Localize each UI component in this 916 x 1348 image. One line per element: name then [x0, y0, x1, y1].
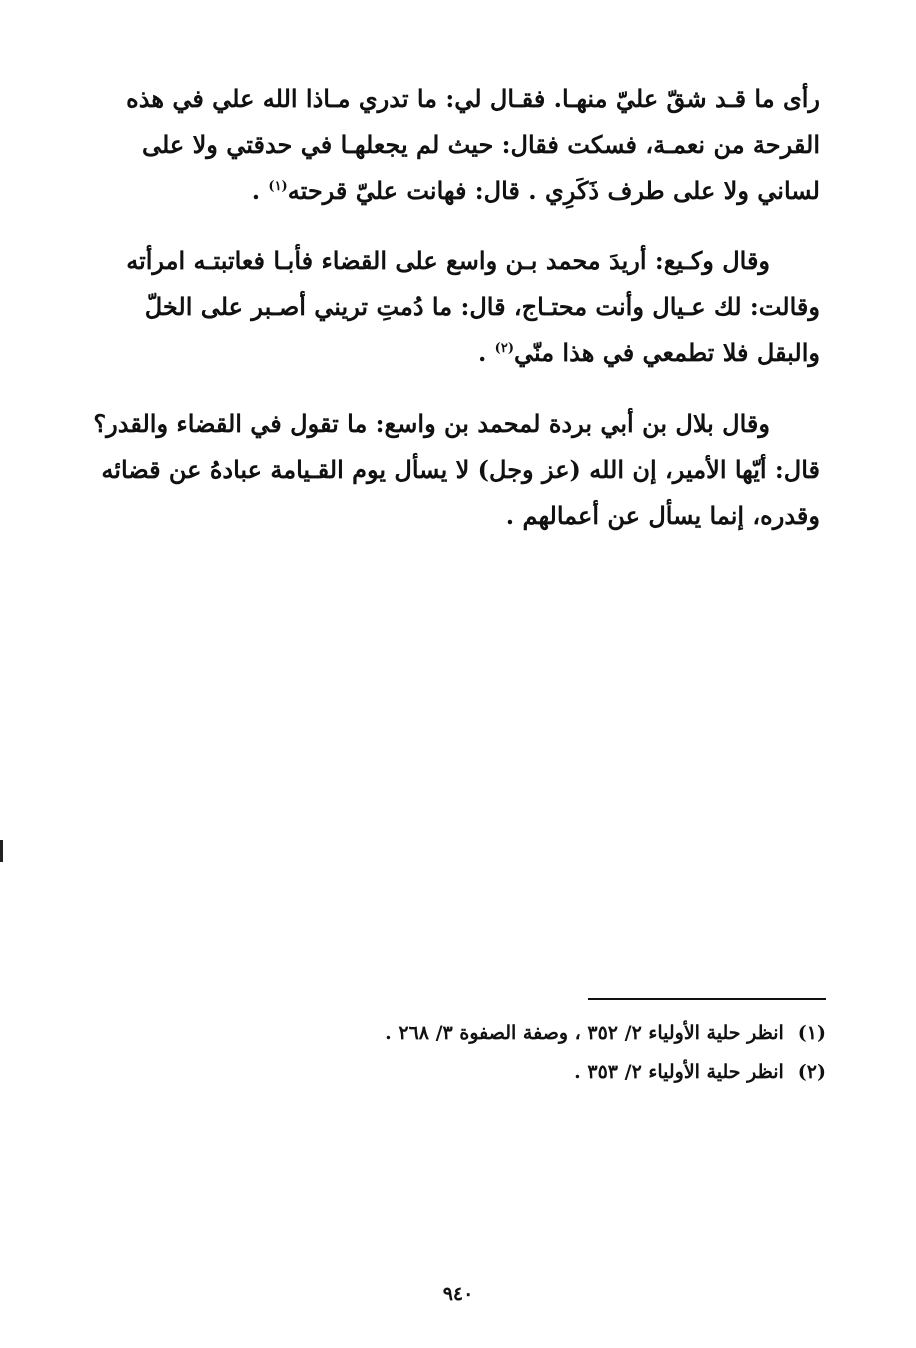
paragraph-line: وقالت: لك عـيال وأنت محتـاج، قال: ما دُمتِ تريني أصـبر على الخلّ	[144, 292, 820, 321]
footnote-text: انظر حلية الأولياء ٢/ ٣٥٣ .	[574, 1061, 784, 1083]
footnote-reference: (١)	[268, 179, 288, 194]
footnote-reference: (٢)	[494, 341, 514, 356]
paragraph-line: قال: أيّها الأمير، إن الله (عز وجل) لا يسأل يوم القـيامة عبادهُ عن قضائه	[101, 455, 820, 484]
footnote-number: (١)	[797, 1022, 826, 1044]
paragraph-line: وقال بلال بن أبي بردة لمحمد بن واسع: ما تقول في القضاء والقدر؟	[93, 409, 770, 438]
paragraph-line: رأى ما قـد شقّ عليّ منهـا. فقـال لي: ما تدري مـاذا الله علي في هذه	[126, 84, 820, 113]
footnote-number: (٢)	[797, 1061, 826, 1083]
line-end-punctuation: .	[251, 176, 269, 205]
paragraph-3	[93, 401, 820, 539]
paragraph-line	[106, 168, 820, 214]
paragraph-1	[106, 76, 820, 214]
page-number: ٩٤٠	[442, 1283, 474, 1305]
paragraph-line-text: لساني ولا على طرف ذَكَرِي . قال: فهانت عليّ قرحته	[287, 176, 820, 205]
paragraph-line: وقال وكـيع: أريدَ محمد بـن واسع على القضاء فأبـا فعاتبتـه امرأته	[126, 246, 770, 275]
paragraph-line: وقدره، إنما يسأل عن أعمالهم .	[505, 501, 820, 530]
footnote-divider	[588, 998, 826, 1000]
footnote-1	[300, 1014, 826, 1053]
footnotes	[300, 1014, 826, 1092]
paragraph-2	[106, 238, 820, 376]
scan-edge-mark	[0, 840, 3, 862]
paragraph-line-text: والبقل فلا تطمعي في هذا منّي	[513, 338, 820, 367]
line-end-punctuation: .	[477, 338, 495, 367]
paragraph-line: القرحة من نعمـة، فسكت فقال: حيث لم يجعلهـا في حدقتي ولا على	[141, 130, 820, 159]
footnote-text: انظر حلية الأولياء ٢/ ٣٥٢ ، وصفة الصفوة ٣/ ٢٦٨ .	[385, 1022, 784, 1044]
paragraph-line	[106, 330, 820, 376]
footnote-2	[300, 1053, 826, 1092]
